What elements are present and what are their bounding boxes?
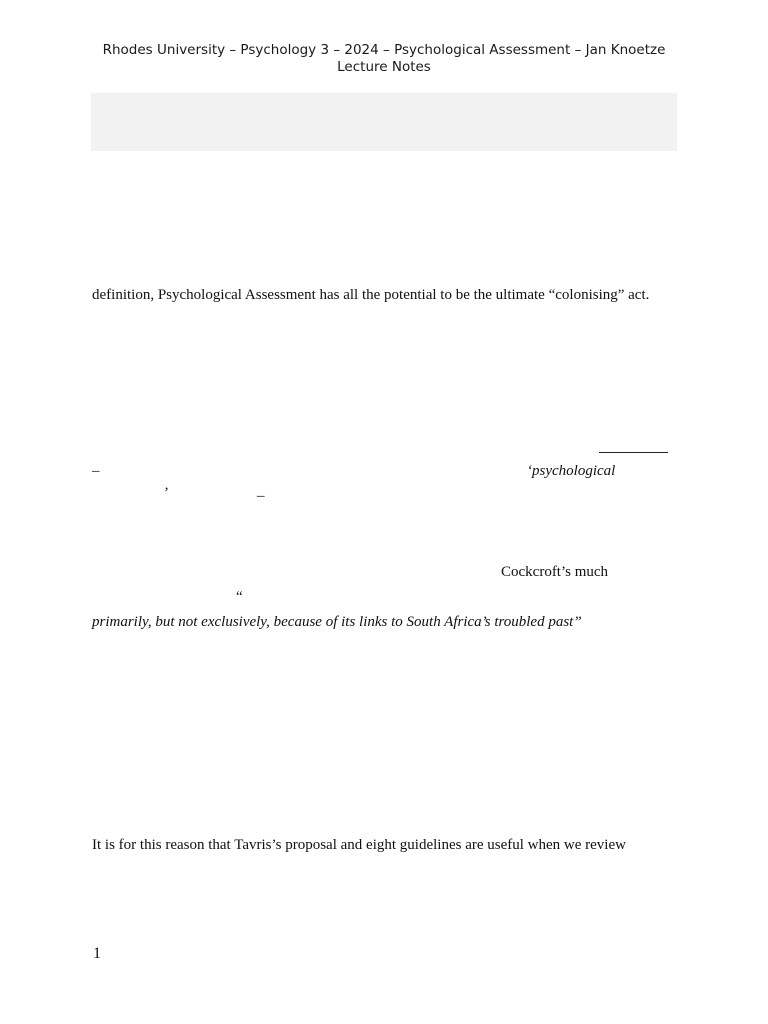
header-title-line: Rhodes University – Psychology 3 – 2024 – Psychological Assessment – Jan Knoetze (102, 42, 666, 58)
open-quote-fragment: “ (236, 589, 243, 605)
page-number: 1 (93, 945, 101, 962)
header-subtitle-line: Lecture Notes (337, 59, 431, 75)
quote-line-troubled-past: primarily, but not exclusively, because of its links to South Africa’s troubled past” (92, 614, 582, 630)
header-banner-box (91, 93, 677, 151)
underline-rule (599, 452, 668, 453)
cockcroft-fragment: Cockcroft’s much (501, 564, 609, 580)
psychological-quote-fragment: ‘psychological (527, 463, 616, 479)
page-header (60, 42, 708, 76)
dash-fragment-2: – (257, 488, 265, 504)
dash-fragment-1: – (92, 463, 100, 479)
paragraph-line-colonising: definition, Psychological Assessment has all the potential to be the ultimate “colonising” act. (92, 287, 650, 303)
closing-quote-fragment: ’ (163, 485, 168, 501)
paragraph-line-tavris: It is for this reason that Tavris’s proposal and eight guidelines are useful when we review (92, 837, 626, 853)
